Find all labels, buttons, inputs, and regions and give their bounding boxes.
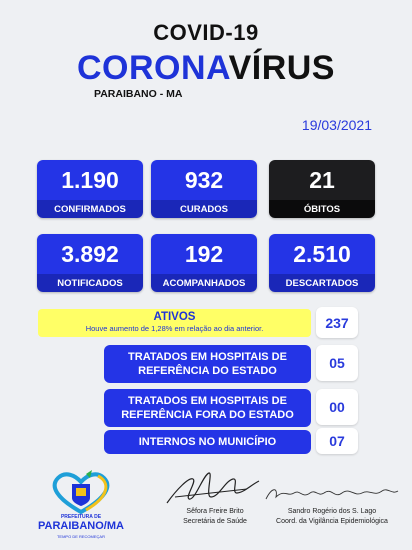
row-hospitais-estado-label: TRATADOS EM HOSPITAIS DE REFERÊNCIA DO ESTADO xyxy=(104,345,311,383)
stat-value: 192 xyxy=(151,234,257,274)
card-acompanhados xyxy=(151,234,257,292)
stat-value: 3.892 xyxy=(37,234,143,274)
card-notificados xyxy=(37,234,143,292)
row-internos-value: 07 xyxy=(316,428,358,454)
row-hospitais-fora-value: 00 xyxy=(316,389,358,425)
stat-value: 1.190 xyxy=(37,160,143,200)
card-curados xyxy=(151,160,257,218)
stat-label: NOTIFICADOS xyxy=(37,274,143,292)
signer-1 xyxy=(160,507,270,527)
ativos-label: ATIVOS xyxy=(153,311,196,323)
stat-label: CONFIRMADOS xyxy=(37,200,143,218)
title-virus-part: VÍRUS xyxy=(228,49,335,87)
stat-label: ÓBITOS xyxy=(269,200,375,218)
stat-label: CURADOS xyxy=(151,200,257,218)
stat-value: 2.510 xyxy=(269,234,375,274)
title-coronavirus xyxy=(0,48,412,88)
ativos-note: Houve aumento de 1,28% em relação ao dia anterior. xyxy=(85,324,264,333)
signer-2 xyxy=(262,507,402,527)
logo-city-name: PARAIBANO/MA xyxy=(38,520,124,532)
bulletin-date: 19/03/2021 xyxy=(301,117,372,133)
ativos-banner xyxy=(38,309,311,337)
stat-value: 21 xyxy=(269,160,375,200)
signature-1-icon xyxy=(155,467,265,509)
stat-value: 932 xyxy=(151,160,257,200)
card-descartados xyxy=(269,234,375,292)
ativos-value: 237 xyxy=(316,307,358,338)
row-hospitais-fora-label: TRATADOS EM HOSPITAIS DE REFERÊNCIA FORA DO ESTADO xyxy=(104,389,311,427)
row-internos-label: INTERNOS NO MUNICÍPIO xyxy=(104,430,311,454)
row-hospitais-estado-value: 05 xyxy=(316,345,358,381)
heart-crest-icon xyxy=(36,468,126,516)
stat-label: DESCARTADOS xyxy=(269,274,375,292)
card-confirmados xyxy=(37,160,143,218)
title-covid: COVID-19 xyxy=(153,20,259,45)
logo-prefeitura-text: PREFEITURA DE xyxy=(60,514,102,520)
signature-2-icon xyxy=(262,485,402,503)
signer-2-role: Coord. da Vigilância Epidemiológica xyxy=(276,518,388,525)
signer-2-name: Sandro Rogério dos S. Lago xyxy=(287,508,377,515)
signer-1-name: Sêfora Freire Brito xyxy=(186,508,244,515)
prefeitura-logo xyxy=(36,468,126,542)
signer-1-role: Secretária de Saúde xyxy=(183,518,247,525)
card-obitos xyxy=(269,160,375,218)
logo-tagline: TEMPO DE RECOMEÇAR xyxy=(56,534,105,539)
city-label: PARAIBANO - MA xyxy=(94,88,183,100)
title-corona-part: CORONA xyxy=(76,49,229,87)
stat-label: ACOMPANHADOS xyxy=(151,274,257,292)
